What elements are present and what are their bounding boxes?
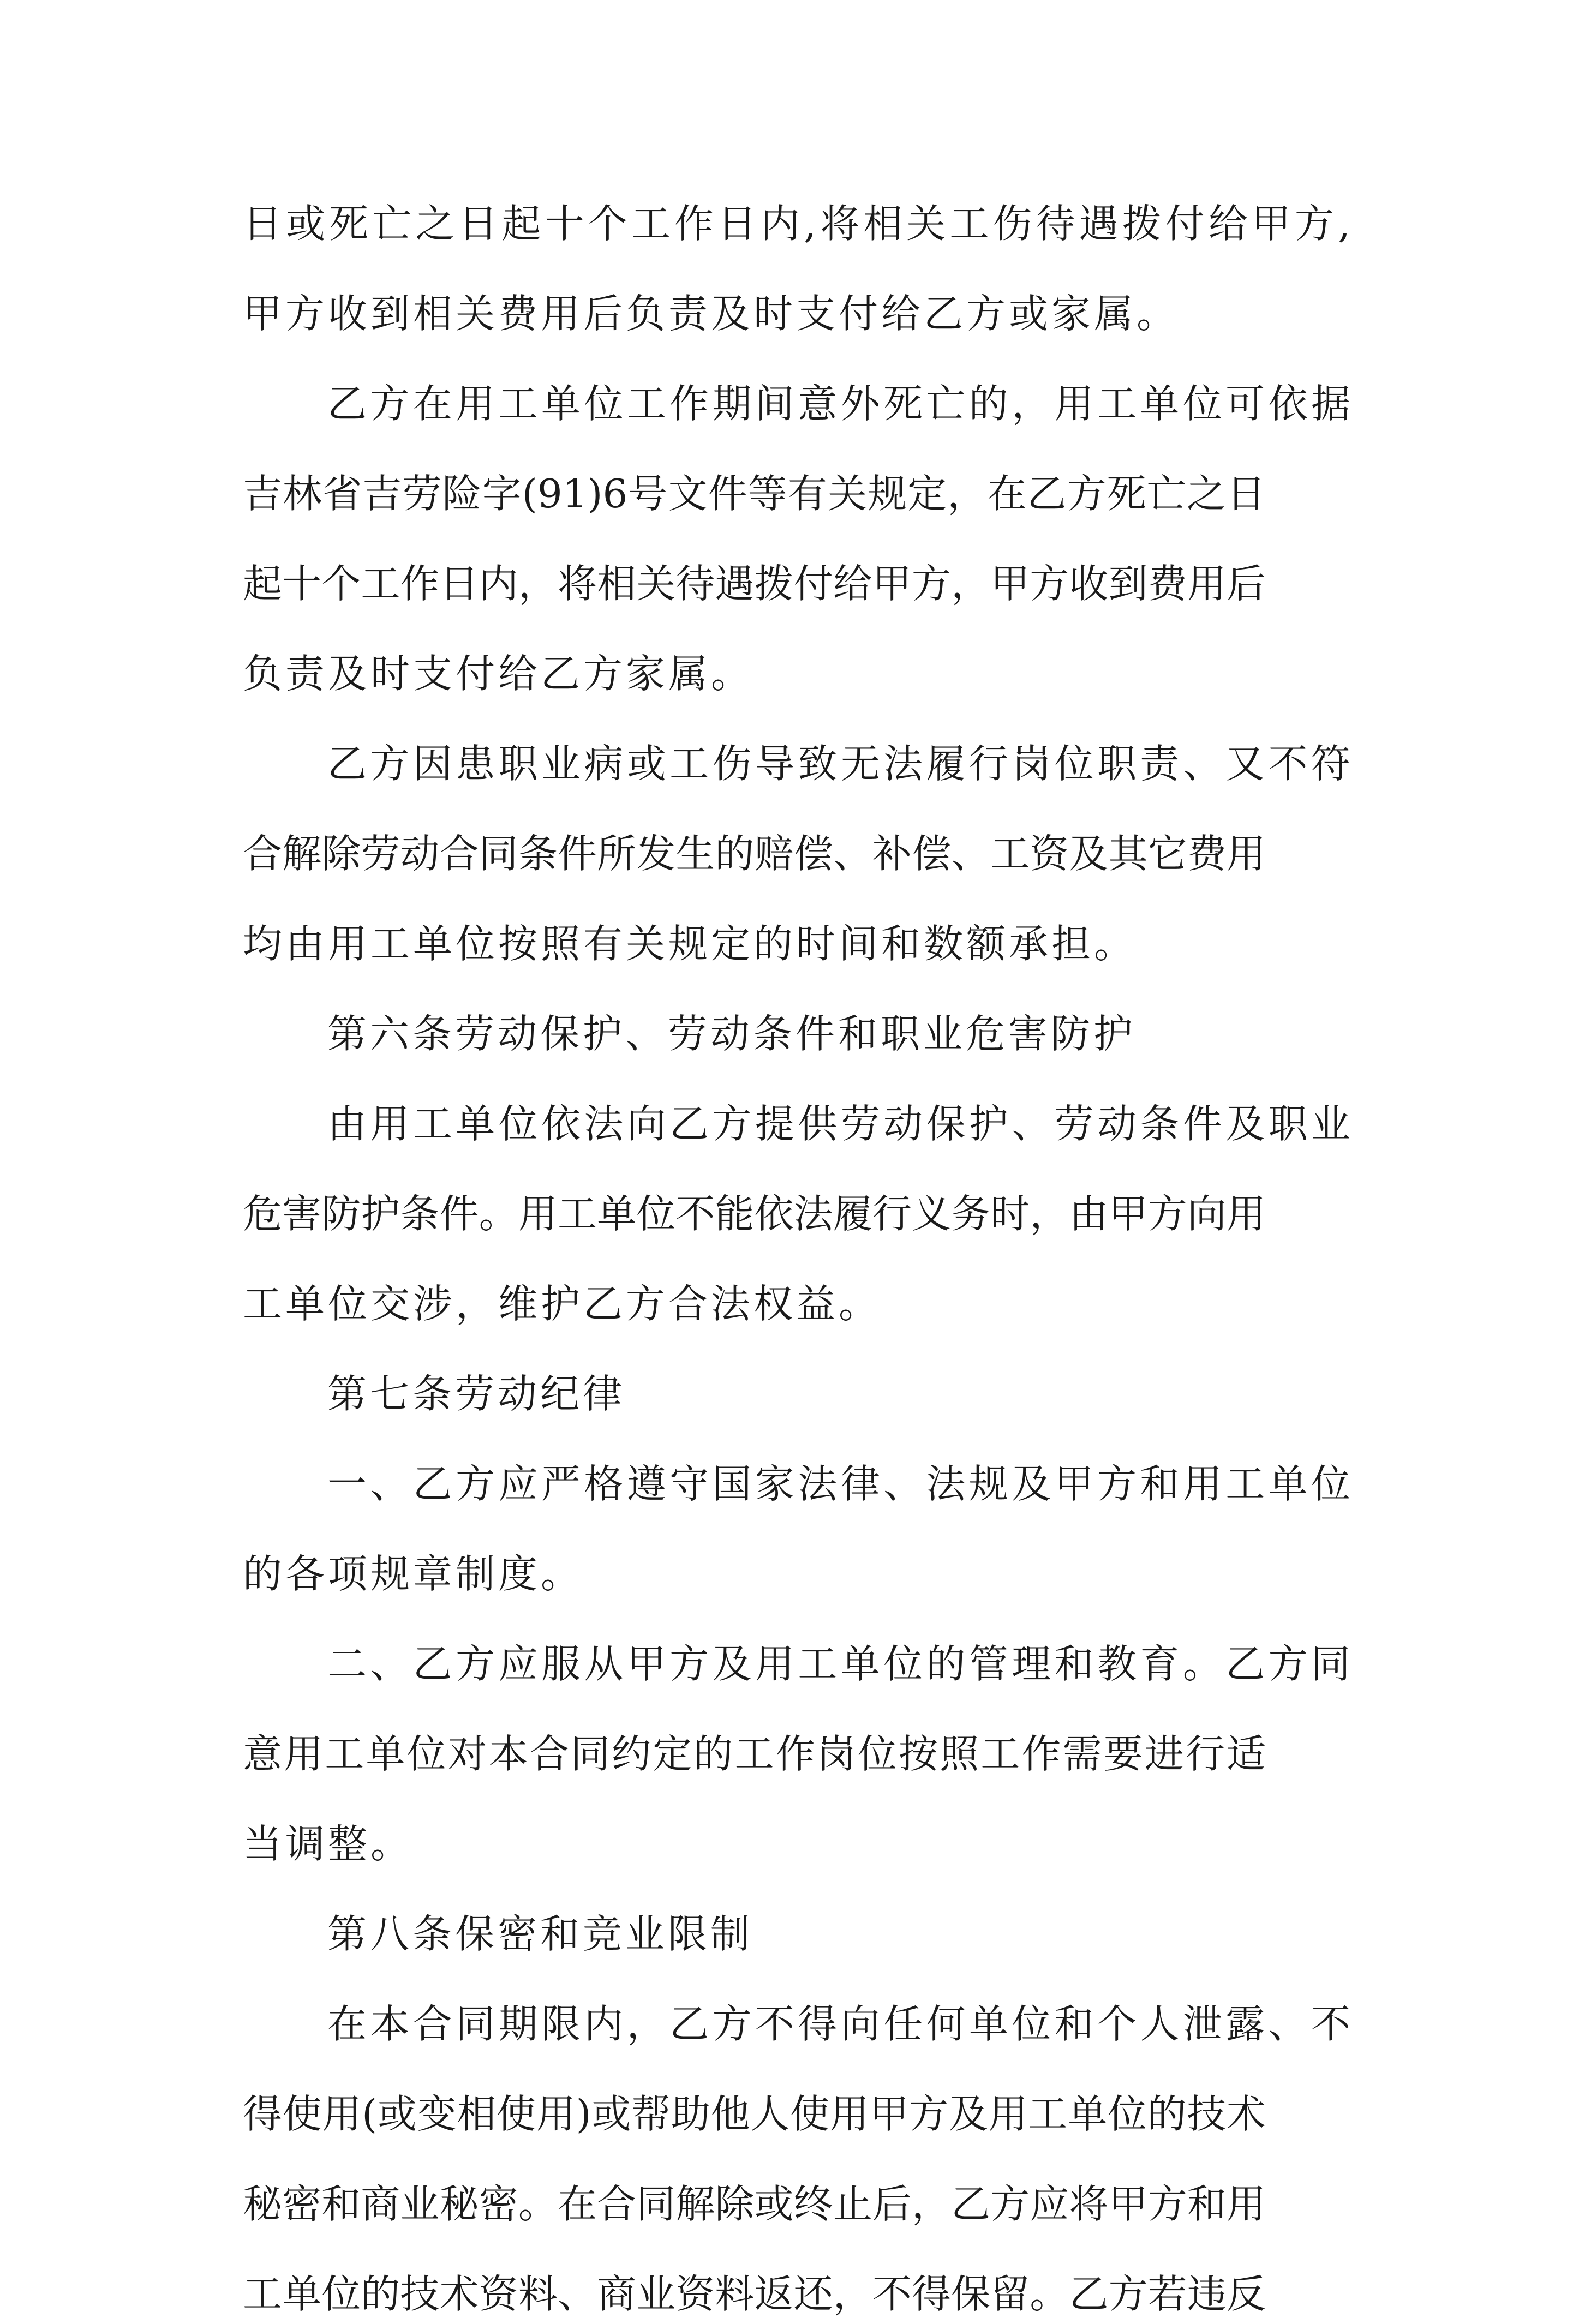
text-line: 由用工单位依法向乙方提供劳动保护、劳动条件及职业 <box>327 1101 1350 1147</box>
text-line: 起十个工作日内，将相关待遇拨付给甲方，甲方收到费用后 <box>243 561 1266 607</box>
text-line: 当调整。 <box>243 1821 414 1867</box>
text-line: 二、乙方应服从甲方及用工单位的管理和教育。乙方同 <box>327 1641 1350 1687</box>
text-line: 乙方在用工单位工作期间意外死亡的，用工单位可依据 <box>327 381 1350 427</box>
text-line: 负责及时支付给乙方家属。 <box>243 651 754 697</box>
text-line: 在本合同期限内，乙方不得向任何单位和个人泄露、不 <box>327 2001 1350 2047</box>
section-heading: 第七条劳动纪律 <box>327 1371 626 1417</box>
text-line: 合解除劳动合同条件所发生的赔偿、补偿、工资及其它费用 <box>243 831 1266 877</box>
text-line: 的各项规章制度。 <box>243 1551 584 1597</box>
text-line: 均由用工单位按照有关规定的时间和数额承担。 <box>243 921 1137 967</box>
text-line: 吉林省吉劳险字(91)6号文件等有关规定，在乙方死亡之日 <box>243 471 1266 517</box>
section-heading: 第六条劳动保护、劳动条件和职业危害防护 <box>327 1011 1137 1057</box>
text-line: 甲方收到相关费用后负责及时支付给乙方或家属。 <box>243 291 1180 337</box>
section-heading: 第八条保密和竞业限制 <box>327 1911 753 1957</box>
text-line: 一、乙方应严格遵守国家法律、法规及甲方和用工单位 <box>327 1461 1350 1507</box>
text-line: 秘密和商业秘密。在合同解除或终止后，乙方应将甲方和用 <box>243 2181 1266 2227</box>
text-line: 得使用(或变相使用)或帮助他人使用甲方及用工单位的技术 <box>243 2091 1266 2137</box>
text-line: 日或死亡之日起十个工作日内,将相关工伤待遇拨付给甲方, <box>243 201 1350 247</box>
text-line: 危害防护条件。用工单位不能依法履行义务时，由甲方向用 <box>243 1191 1266 1237</box>
text-line: 工单位交涉，维护乙方合法权益。 <box>243 1281 882 1327</box>
text-line: 乙方因患职业病或工伤导致无法履行岗位职责、又不符 <box>327 741 1350 787</box>
text-line: 工单位的技术资料、商业资料返还，不得保留。乙方若违反 <box>243 2271 1266 2317</box>
text-line: 意用工单位对本合同约定的工作岗位按照工作需要进行适 <box>243 1731 1266 1777</box>
